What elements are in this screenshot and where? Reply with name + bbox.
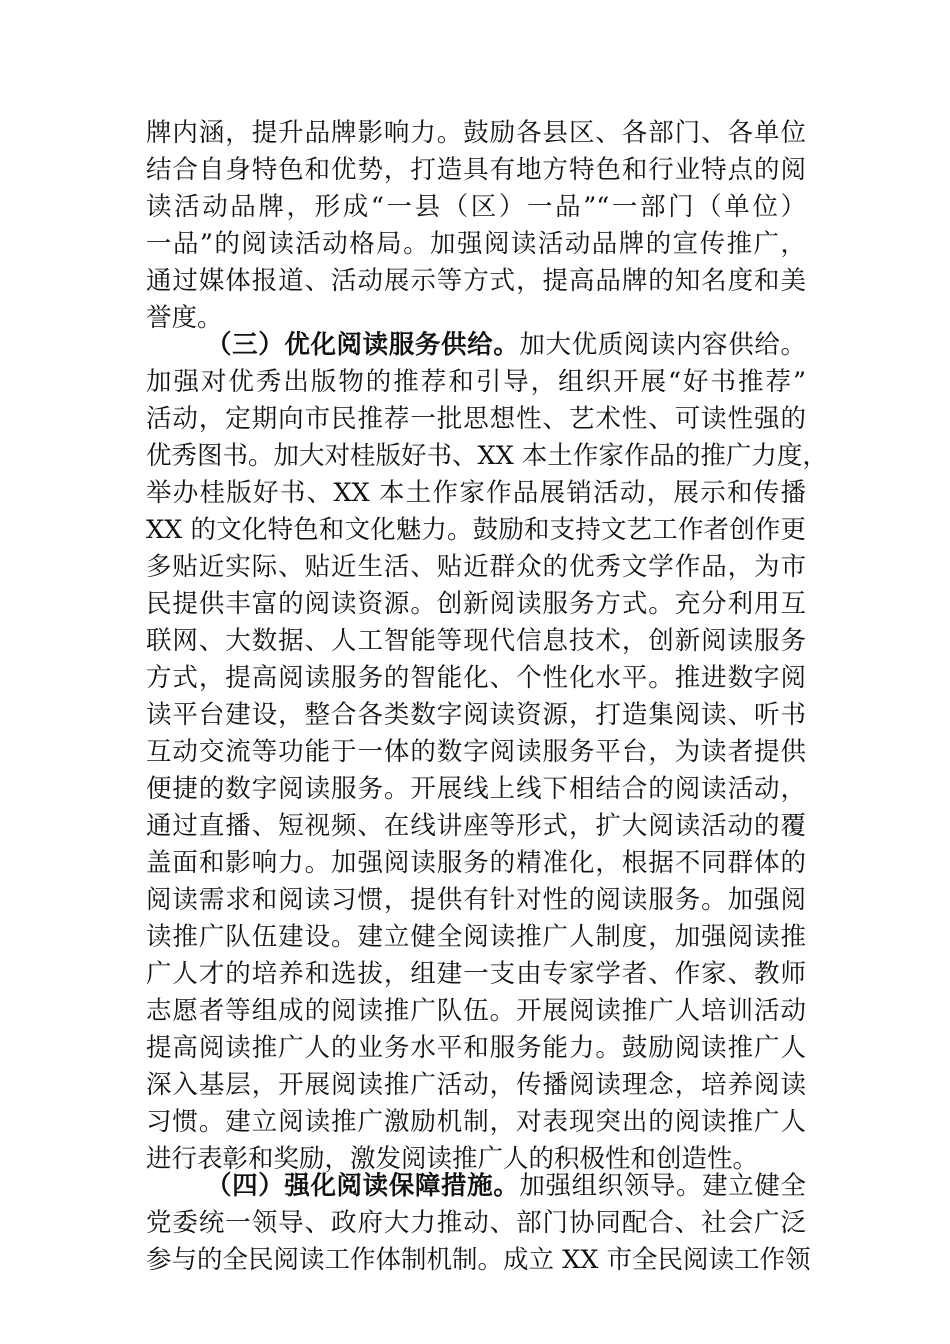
text-line: 党委统一领导、政府大力推动、部门协同配合、社会广泛 <box>146 1208 806 1238</box>
text-line: 参与的全民阅读工作体制机制。成立 XX 市全民阅读工作领 <box>146 1245 811 1275</box>
section-heading: （三）优化阅读服务供给。 <box>206 330 520 360</box>
text-line: 深入基层，开展阅读推广活动，传播阅读理念，培养阅读 <box>146 1070 806 1100</box>
text-line: 习惯。建立阅读推广激励机制，对表现突出的阅读推广人 <box>146 1107 806 1137</box>
text-line: 读活动品牌，形成“一县（区）一品”“一部门（单位） <box>146 192 806 222</box>
text-line: 举办桂版好书、XX 本土作家作品展销活动，展示和传播 <box>146 478 806 508</box>
text-line: 志愿者等组成的阅读推广队伍。开展阅读推广人培训活动 <box>146 996 806 1026</box>
text-line: 广人才的培养和选拔，组建一支由专家学者、作家、教师 <box>146 959 806 989</box>
text-line: 提高阅读推广人的业务水平和服务能力。鼓励阅读推广人 <box>146 1033 806 1063</box>
text-line: XX 的文化特色和文化魅力。鼓励和支持文艺工作者创作更 <box>146 515 806 545</box>
text-line: 民提供丰富的阅读资源。创新阅读服务方式。充分利用互 <box>146 589 806 619</box>
text-line: 方式，提高阅读服务的智能化、个性化水平。推进数字阅 <box>146 663 806 693</box>
text-line: 活动，定期向市民推荐一批思想性、艺术性、可读性强的 <box>146 404 806 434</box>
text-line: 优秀图书。加大对桂版好书、XX 本土作家作品的推广力度， <box>146 441 828 471</box>
text-line: 阅读需求和阅读习惯，提供有针对性的阅读服务。加强阅 <box>146 885 806 915</box>
text-line: 进行表彰和奖励，激发阅读推广人的积极性和创造性。 <box>146 1144 759 1174</box>
text-line: 多贴近实际、贴近生活、贴近群众的优秀文学作品，为市 <box>146 552 806 582</box>
section-heading-line <box>206 1168 806 1205</box>
text-line: 一品”的阅读活动格局。加强阅读活动品牌的宣传推广， <box>146 229 806 259</box>
text-line: 誉度。 <box>146 303 223 333</box>
text-line: 读平台建设，整合各类数字阅读资源，打造集阅读、听书 <box>146 700 806 730</box>
text-line: 通过直播、短视频、在线讲座等形式，扩大阅读活动的覆 <box>146 811 806 841</box>
section-heading-line <box>206 327 806 364</box>
text-line: 加强对优秀出版物的推荐和引导，组织开展“好书推荐” <box>146 367 806 397</box>
text-line: 盖面和影响力。加强阅读服务的精准化，根据不同群体的 <box>146 848 806 878</box>
text-run: 加强组织领导。建立健全 <box>519 1171 806 1201</box>
text-line: 联网、大数据、人工智能等现代信息技术，创新阅读服务 <box>146 626 806 656</box>
text-line: 通过媒体报道、活动展示等方式，提高品牌的知名度和美 <box>146 266 806 296</box>
text-line: 牌内涵，提升品牌影响力。鼓励各县区、各部门、各单位 <box>146 118 806 148</box>
text-line: 读推广队伍建设。建立健全阅读推广人制度，加强阅读推 <box>146 922 806 952</box>
text-line: 便捷的数字阅读服务。开展线上线下相结合的阅读活动， <box>146 774 806 804</box>
section-heading: （四）强化阅读保障措施。 <box>206 1171 520 1201</box>
text-line: 结合自身特色和优势，打造具有地方特色和行业特点的阅 <box>146 155 806 185</box>
text-run: 加大优质阅读内容供给。 <box>519 330 806 360</box>
text-line: 互动交流等功能于一体的数字阅读服务平台，为读者提供 <box>146 737 806 767</box>
